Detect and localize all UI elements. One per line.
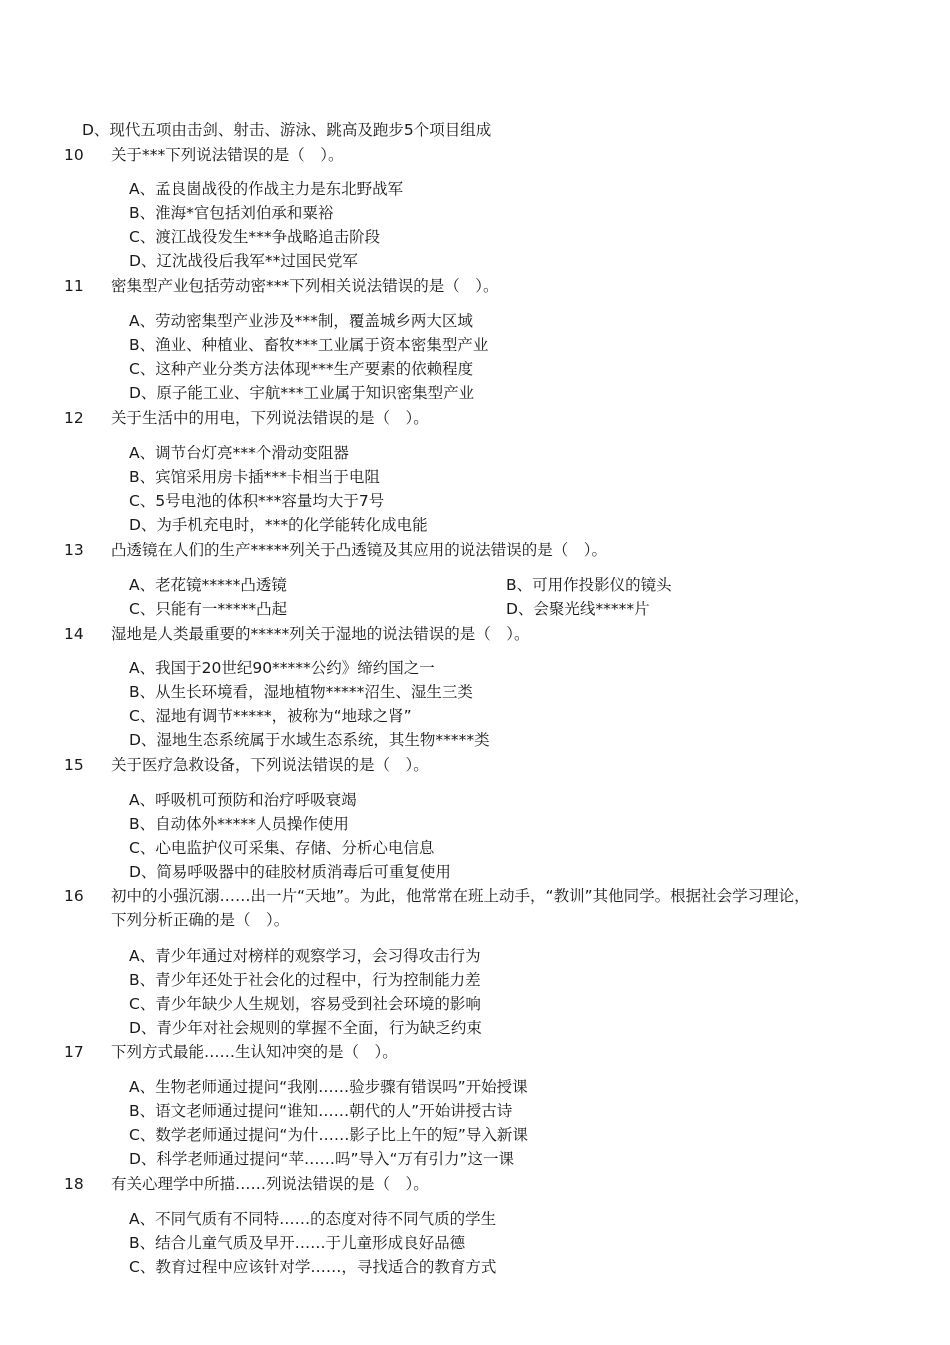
option-d: D、科学老师通过提问“苹……吗”导入“万有引力”这一课 (129, 1150, 515, 1168)
option-b: B、可用作投影仪的镜头 (506, 576, 672, 594)
option-d: D、湿地生态系统属于水域生态系统，其生物*****类 (129, 731, 490, 749)
question-stem: 湿地是人类最重要的*****列关于湿地的说法错误的是（ ）。 (111, 625, 530, 643)
option-b: B、结合儿童气质及早开……于儿童形成良好品德 (129, 1234, 466, 1252)
option-d: D、青少年对社会规则的掌握不全面，行为缺乏约束 (129, 1019, 482, 1037)
option-a: A、劳动密集型产业涉及***制，覆盖城乡两大区域 (129, 312, 473, 330)
option-c: C、心电监护仪可采集、存储、分析心电信息 (129, 839, 435, 857)
question-stem: 密集型产业包括劳动密***下列相关说法错误的是（ ）。 (111, 277, 499, 295)
option-c: C、青少年缺少人生规划，容易受到社会环境的影响 (129, 995, 481, 1013)
option-b: B、从生长环境看，湿地植物*****沼生、湿生三类 (129, 683, 473, 701)
question-stem: 关于生活中的用电，下列说法错误的是（ ）。 (111, 409, 429, 427)
question-stem: 有关心理学中所描……列说法错误的是（ ）。 (111, 1175, 429, 1193)
option-a: A、孟良崮战役的作战主力是东北野战军 (129, 180, 404, 198)
option-c: C、只能有一*****凸起 (129, 600, 288, 618)
option-d: D、会聚光线*****片 (506, 600, 650, 618)
option-d: D、原子能工业、宇航***工业属于知识密集型产业 (129, 384, 475, 402)
option-b: B、青少年还处于社会化的过程中，行为控制能力差 (129, 971, 481, 989)
option-c: C、湿地有调节*****，被称为“地球之肾” (129, 707, 412, 725)
option-b: B、渔业、种植业、畜牧***工业属于资本密集型产业 (129, 336, 489, 354)
option-b: B、宾馆采用房卡插***卡相当于电阻 (129, 468, 380, 486)
lead-option-d: D、现代五项由击剑、射击、游泳、跳高及跑步5个项目组成 (82, 121, 492, 139)
option-a: A、老花镜*****凸透镜 (129, 576, 287, 594)
question-number: 14 (64, 625, 84, 643)
option-c: C、教育过程中应该针对学……，寻找适合的教育方式 (129, 1258, 497, 1276)
option-a: A、呼吸机可预防和治疗呼吸衰竭 (129, 791, 357, 809)
question-stem-continuation: 下列分析正确的是（ ）。 (111, 911, 290, 929)
option-a: A、青少年通过对榜样的观察学习，会习得攻击行为 (129, 947, 481, 965)
option-d: D、为手机充电时，***的化学能转化成电能 (129, 516, 428, 534)
question-stem: 关于***下列说法错误的是（ ）。 (111, 146, 344, 164)
question-stem: 凸透镜在人们的生产*****列关于凸透镜及其应用的说法错误的是（ ）。 (111, 541, 608, 559)
option-c: C、5号电池的体积***容量均大于7号 (129, 492, 385, 510)
question-number: 16 (64, 887, 84, 905)
option-a: A、生物老师通过提问“我刚……验步骤有错误吗”开始授课 (129, 1078, 528, 1096)
question-number: 13 (64, 541, 84, 559)
question-number: 10 (64, 146, 84, 164)
question-number: 11 (64, 277, 84, 295)
option-a: A、调节台灯亮***个滑动变阻器 (129, 444, 349, 462)
option-d: D、辽沈战役后我军**过国民党军 (129, 252, 358, 270)
option-a: A、不同气质有不同特……的态度对待不同气质的学生 (129, 1210, 497, 1228)
question-number: 17 (64, 1043, 84, 1061)
option-b: B、自动体外*****人员操作使用 (129, 815, 349, 833)
option-a: A、我国于20世纪90*****公约》缔约国之一 (129, 659, 435, 677)
option-b: B、语文老师通过提问“谁知……朝代的人”开始讲授古诗 (129, 1102, 513, 1120)
option-c: C、数学老师通过提问“为什……影子比上午的短”导入新课 (129, 1126, 528, 1144)
option-c: C、渡江战役发生***争战略追击阶段 (129, 228, 381, 246)
question-stem: 初中的小强沉溺……出一片“天地”。为此，他常常在班上动手，“教训”其他同学。根据社会学习理论， (111, 887, 810, 905)
option-c: C、这种产业分类方法体现***生产要素的依赖程度 (129, 360, 474, 378)
question-stem: 下列方式最能……生认知冲突的是（ ）。 (111, 1043, 398, 1061)
option-d: D、简易呼吸器中的硅胶材质消毒后可重复使用 (129, 863, 451, 881)
question-stem: 关于医疗急救设备，下列说法错误的是（ ）。 (111, 756, 429, 774)
question-number: 12 (64, 409, 84, 427)
option-b: B、淮海*官包括刘伯承和粟裕 (129, 204, 334, 222)
question-number: 18 (64, 1175, 84, 1193)
question-number: 15 (64, 756, 84, 774)
